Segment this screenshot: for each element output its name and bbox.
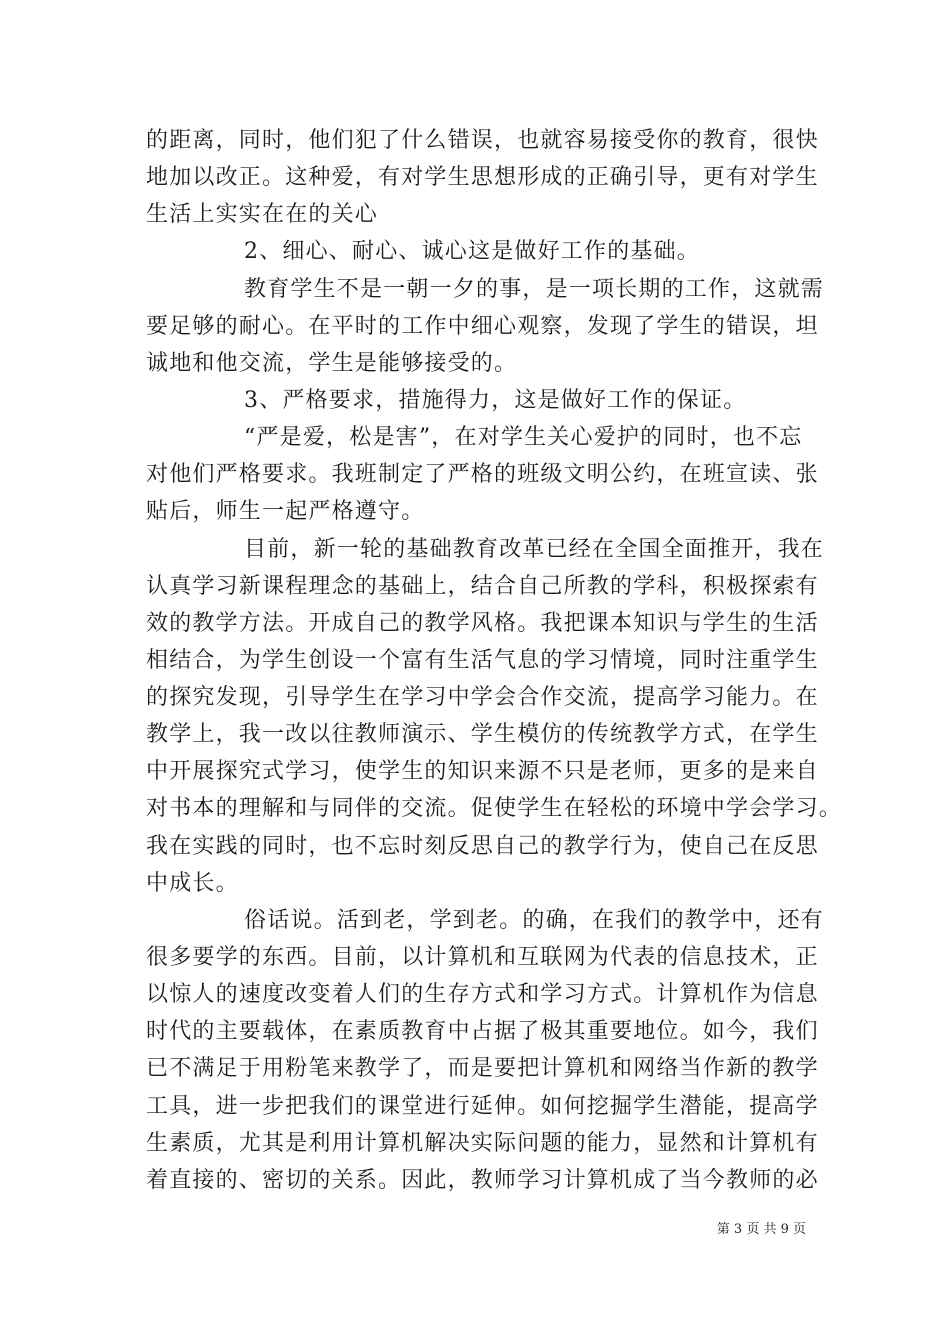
text-line: 诚地和他交流，学生是能够接受的。 xyxy=(146,351,518,376)
text-line: 认真学习新课程理念的基础上，结合自己所教的学科，积极探索有 xyxy=(146,574,819,599)
section-heading: 2、细心、耐心、诚心这是做好工作的基础。 xyxy=(244,239,700,264)
text-line: 已不满足于用粉笔来教学了，而是要把计算机和网络当作新的教学 xyxy=(146,1056,819,1081)
text-line: 生活上实实在在的关心 xyxy=(146,202,379,227)
text-line: 的探究发现，引导学生在学习中学会合作交流，提高学习能力。在 xyxy=(146,685,819,710)
text-line: “严是爱，松是害”，在对学生关心爱护的同时，也不忘 xyxy=(244,425,803,450)
text-line: 时代的主要载体，在素质教育中占据了极其重要地位。如今，我们 xyxy=(146,1019,819,1044)
text-line: 中成长。 xyxy=(146,871,239,896)
text-line: 地加以改正。这种爱，有对学生思想形成的正确引导，更有对学生 xyxy=(146,165,819,190)
text-line: 着直接的、密切的关系。因此，教师学习计算机成了当今教师的必 xyxy=(146,1168,819,1193)
text-line: 教学上，我一改以往教师演示、学生模仿的传统教学方式，在学生 xyxy=(146,722,819,747)
text-line: 贴后，师生一起严格遵守。 xyxy=(146,499,425,524)
text-line: 的距离，同时，他们犯了什么错误，也就容易接受你的教育，很快 xyxy=(146,128,819,153)
text-line: 对书本的理解和与同伴的交流。促使学生在轻松的环境中学会学习。 xyxy=(146,796,843,821)
section-heading: 3、严格要求，措施得力，这是做好工作的保证。 xyxy=(244,388,747,413)
text-line: 相结合，为学生创设一个富有生活气息的学习情境，同时注重学生 xyxy=(146,648,819,673)
text-line: 对他们严格要求。我班制定了严格的班级文明公约，在班宣读、张 xyxy=(146,462,819,487)
text-line: 工具，进一步把我们的课堂进行延伸。如何挖掘学生潜能，提高学 xyxy=(146,1094,819,1119)
text-line: 以惊人的速度改变着人们的生存方式和学习方式。计算机作为信息 xyxy=(146,982,819,1007)
text-line: 要足够的耐心。在平时的工作中细心观察，发现了学生的错误，坦 xyxy=(146,314,819,339)
text-line: 俗话说。活到老，学到老。的确，在我们的教学中，还有 xyxy=(244,908,825,933)
text-line: 教育学生不是一朝一夕的事，是一项长期的工作，这就需 xyxy=(244,277,825,302)
text-line: 中开展探究式学习，使学生的知识来源不只是老师，更多的是来自 xyxy=(146,759,819,784)
text-line: 目前，新一轮的基础教育改革已经在全国全面推开，我在 xyxy=(244,537,825,562)
page-number: 第 3 页 共 9 页 xyxy=(716,1222,806,1237)
text-line: 生素质，尤其是利用计算机解决实际问题的能力，显然和计算机有 xyxy=(146,1131,819,1156)
text-line: 很多要学的东西。目前，以计算机和互联网为代表的信息技术，正 xyxy=(146,945,819,970)
text-line: 我在实践的同时，也不忘时刻反思自己的教学行为，使自己在反思 xyxy=(146,834,819,859)
text-line: 效的教学方法。开成自己的教学风格。我把课本知识与学生的生活 xyxy=(146,611,819,636)
